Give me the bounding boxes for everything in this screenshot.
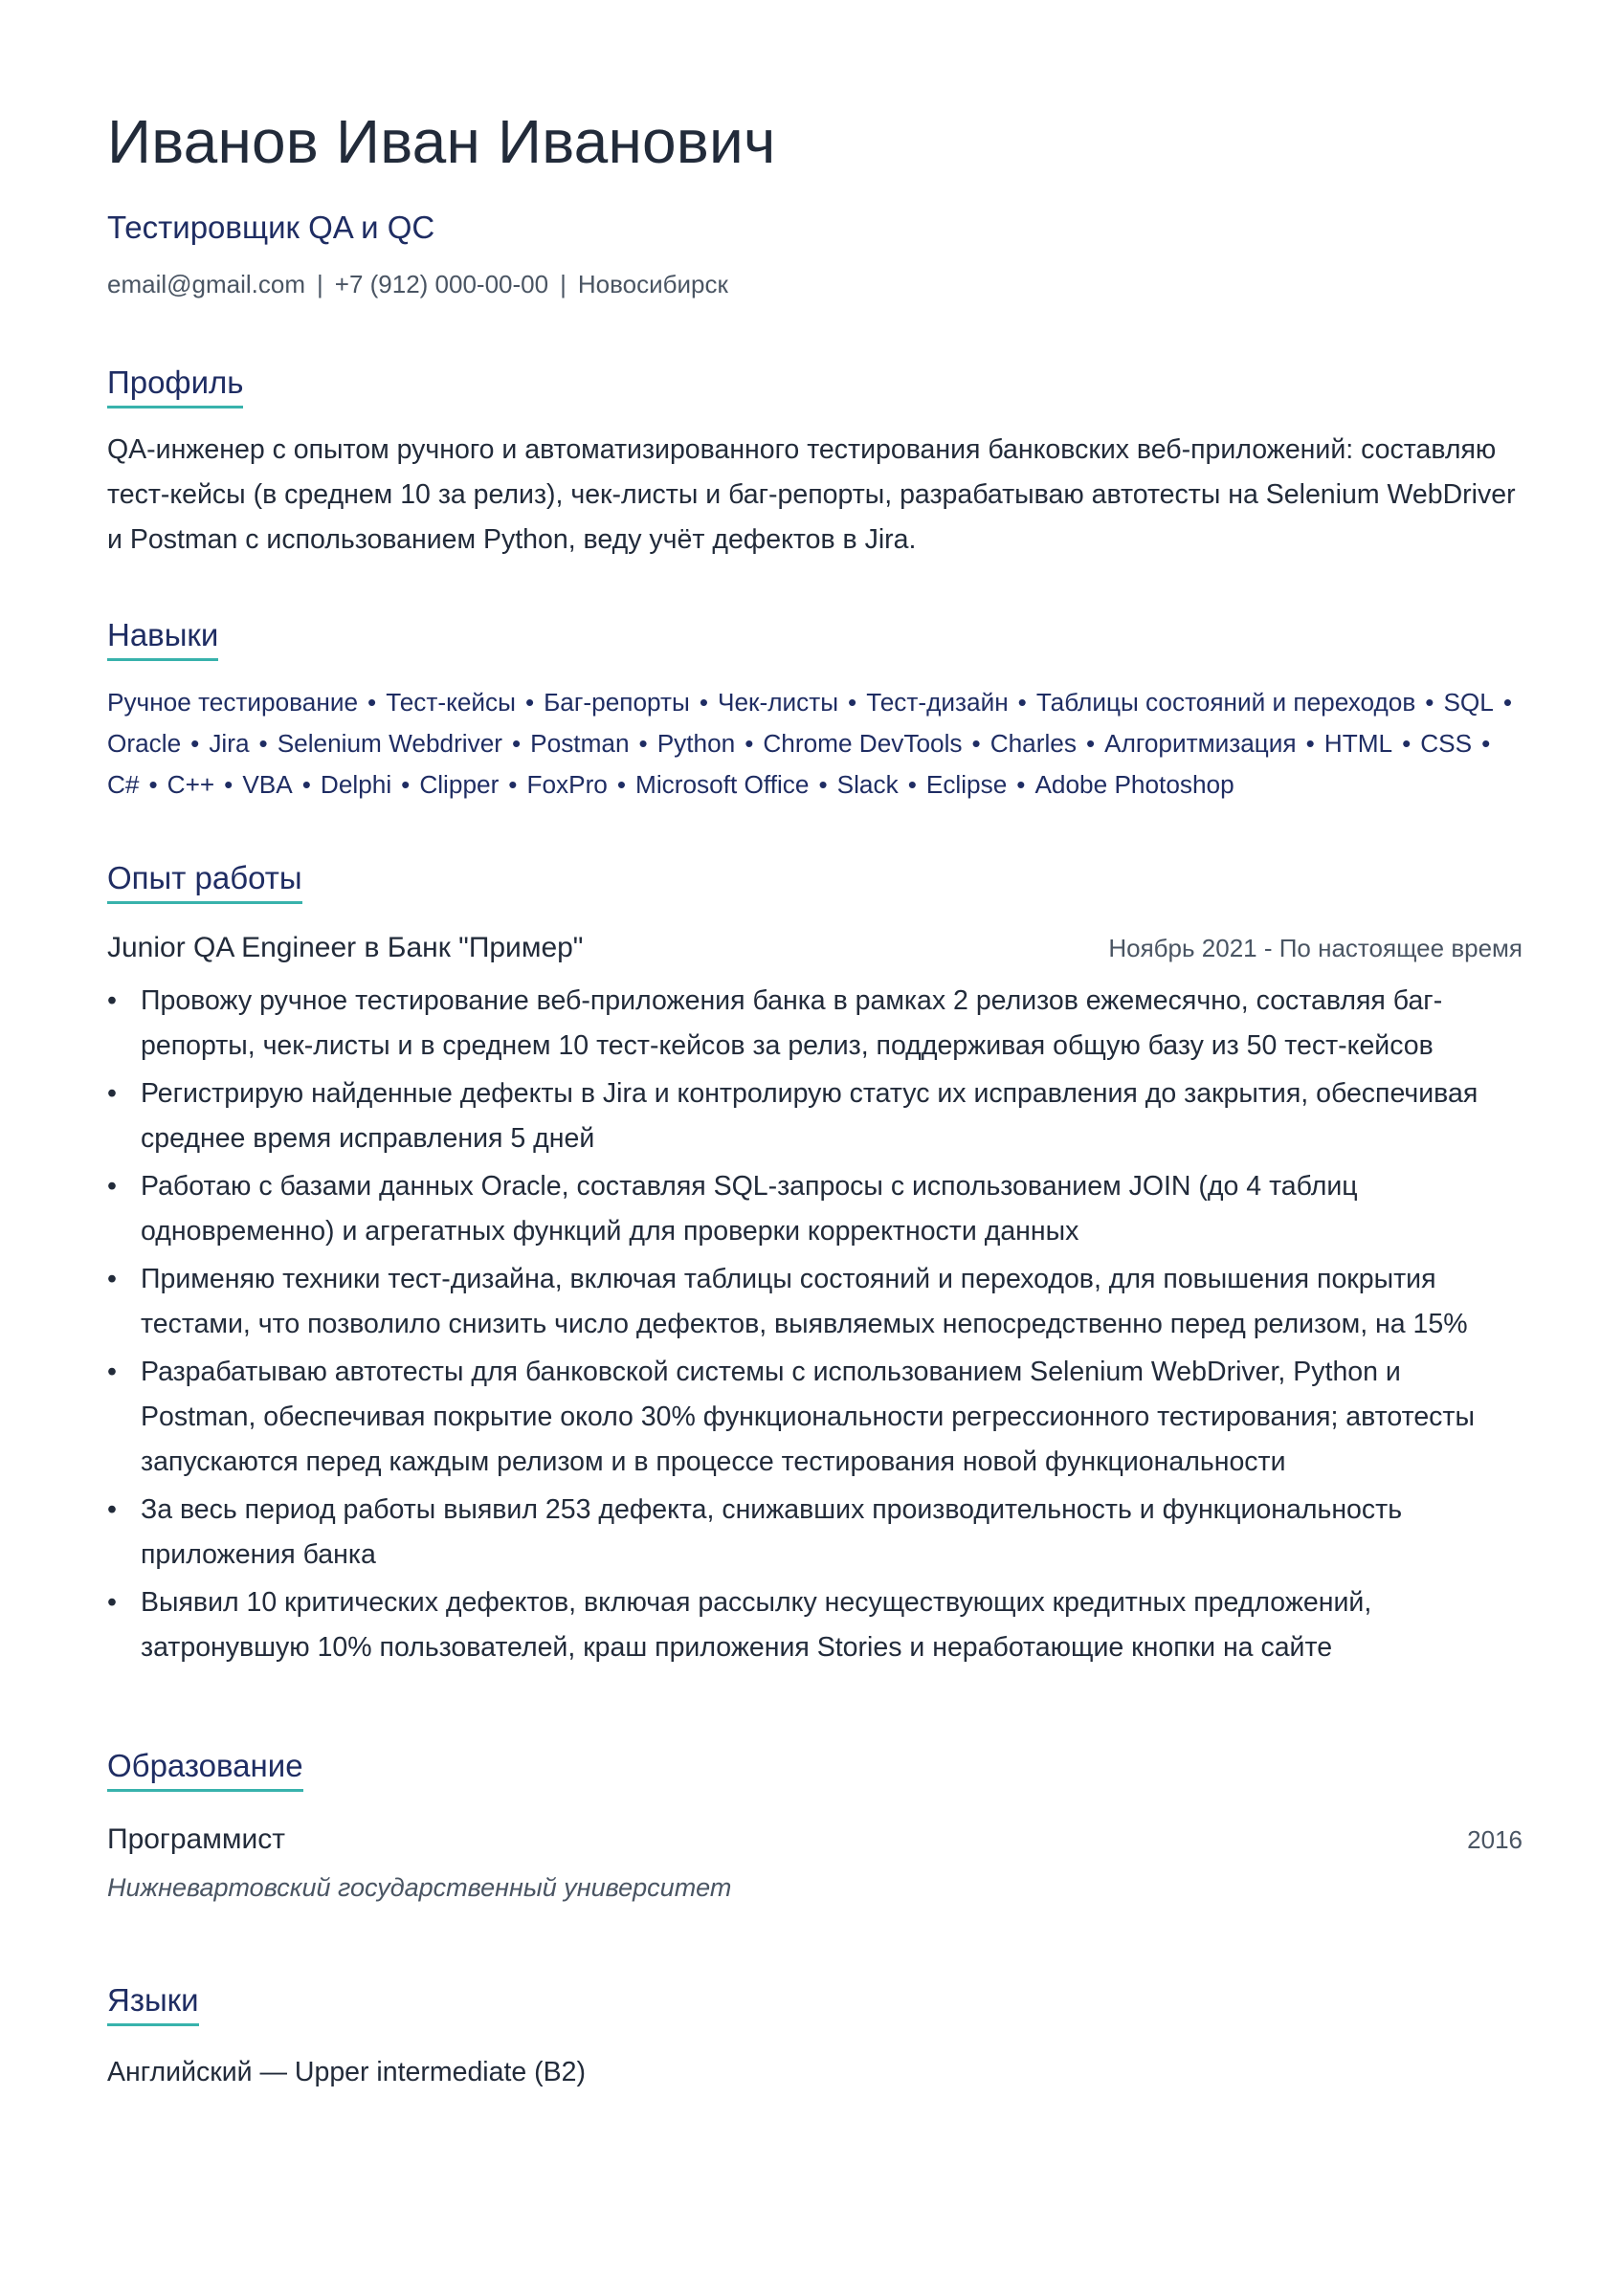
education-section (107, 1747, 1523, 1905)
section-heading-experience: Опыт работы (107, 859, 302, 904)
skill-separator: • (616, 770, 627, 799)
bullet-mark: • (107, 1078, 117, 1109)
list-item (107, 979, 1523, 1069)
skill-item: Chrome DevTools (763, 729, 963, 758)
skill-item: Slack (836, 770, 899, 799)
skill-item: Charles (989, 729, 1077, 758)
skill-item: HTML (1323, 729, 1393, 758)
education-degree: Программист (107, 1823, 285, 1855)
contact-separator: | (317, 270, 323, 298)
education-year: 2016 (1467, 1825, 1523, 1854)
list-item (107, 1580, 1523, 1670)
skill-item: VBA (242, 770, 293, 799)
skill-item: Jira (209, 729, 250, 758)
job-header (107, 929, 1523, 967)
skill-item: SQL (1443, 688, 1494, 717)
skill-separator: • (745, 729, 754, 758)
skill-separator: • (524, 688, 535, 717)
skill-item: Алгоритмизация (1104, 729, 1297, 758)
achievement-text: Выявил 10 критических дефектов, включая рассылку несуществующих кредитных предложений, затронувшую 10% пользователей, краш приложения Stories и неработающие кнопки на сайте (141, 1587, 1372, 1663)
languages-section (107, 1981, 1523, 2091)
email-link[interactable]: email@gmail.com (107, 270, 305, 298)
job-entry (107, 929, 1523, 1670)
list-item (107, 1257, 1523, 1347)
skill-separator: • (1402, 729, 1412, 758)
skill-separator: • (258, 729, 268, 758)
list-item (107, 1488, 1523, 1578)
skill-item: Postman (530, 729, 630, 758)
job-achievements-list (107, 979, 1523, 1670)
skill-separator: • (508, 770, 518, 799)
bullet-mark: • (107, 1264, 117, 1294)
skill-item: Тест-кейсы (386, 688, 516, 717)
job-dates: Ноябрь 2021 - По настоящее время (1108, 934, 1523, 962)
skill-item: Clipper (419, 770, 500, 799)
achievement-text: Работаю с базами данных Oracle, составляя SQL-запросы с использованием JOIN (до 4 таблиц одновременно) и агрегатных функций для проверки корректности данных (141, 1171, 1358, 1247)
skill-item: C++ (167, 770, 215, 799)
achievement-text: Регистрирую найденные дефекты в Jira и контролирую статус их исправления до закрытия, обеспечивая среднее время исправления 5 дней (141, 1078, 1478, 1154)
bullet-mark: • (107, 985, 117, 1016)
contact-line (107, 268, 1523, 300)
skill-item: Selenium Webdriver (277, 729, 502, 758)
job-position: Junior QA Engineer в Банк "Пример" (107, 932, 584, 963)
section-heading-languages: Языки (107, 1981, 199, 2026)
skill-item: C# (107, 770, 140, 799)
skill-item: CSS (1420, 729, 1473, 758)
skills-list (107, 682, 1523, 806)
contact-separator: | (560, 270, 567, 298)
achievement-text: Провожу ручное тестирование веб-приложения банка в рамках 2 релизов ежемесячно, составляя баг-репорты, чек-листы и в среднем 10 тест-кейсов за релиз, поддерживая общую базу из 50 тест-кейсов (141, 985, 1443, 1061)
skill-separator: • (190, 729, 200, 758)
skill-separator: • (699, 688, 708, 717)
language-item: Английский — Upper intermediate (B2) (107, 2057, 587, 2087)
skill-item: Eclipse (925, 770, 1008, 799)
phone-number[interactable]: +7 (912) 000-00-00 (334, 270, 549, 298)
skill-item: Тест-дизайн (866, 688, 1009, 717)
skill-separator: • (848, 688, 857, 717)
skill-separator: • (367, 688, 377, 717)
skills-section (107, 616, 1523, 806)
skill-item: Таблицы состояний и переходов (1035, 688, 1416, 717)
achievement-text: За весь период работы выявил 253 дефекта, снижавших производительность и функциональность приложения банка (141, 1494, 1403, 1570)
section-heading-education: Образование (107, 1747, 303, 1792)
skill-separator: • (1017, 688, 1027, 717)
skill-separator: • (1305, 729, 1315, 758)
skill-separator: • (148, 770, 158, 799)
skill-item: Ручное тестирование (107, 688, 359, 717)
bullet-mark: • (107, 1357, 117, 1387)
profile-summary: QA-инженер с опытом ручного и автоматизированного тестирования банковских веб-приложений: составляю тест-кейсы (в среднем 10 за релиз), чек-листы и баг-репорты, разрабатываю автотесты на Selenium WebDriver и Postman с использованием Python, веду учёт дефектов в Jira. (107, 434, 1516, 555)
full-name: Иванов Иван Иванович (107, 107, 776, 176)
skill-separator: • (1425, 688, 1434, 717)
skill-separator: • (818, 770, 828, 799)
skill-separator: • (1085, 729, 1096, 758)
list-item (107, 1071, 1523, 1161)
skill-separator: • (1016, 770, 1026, 799)
resume-header (107, 105, 1523, 300)
achievement-text: Применяю техники тест-дизайна, включая таблицы состояний и переходов, для повышения покрытия тестами, что позволило снизить число дефектов, выявляемых непосредственно перед релизом, на 15% (141, 1264, 1468, 1339)
job-title: Тестировщик QA и QC (107, 210, 435, 245)
skill-separator: • (971, 729, 981, 758)
education-school: Нижневартовский государственный университет (107, 1873, 732, 1902)
skill-item: FoxPro (526, 770, 608, 799)
bullet-mark: • (107, 1587, 117, 1618)
skill-separator: • (224, 770, 233, 799)
education-header (107, 1821, 1523, 1859)
achievement-text: Разрабатываю автотесты для банковской системы с использованием Selenium WebDriver, Python и Postman, обеспечивая покрытие около 30% функциональности регрессионного тестирования; автотесты запускаются перед каждым релизом и в процессе тестирования новой функциональности (141, 1357, 1475, 1477)
profile-section (107, 364, 1523, 563)
skill-item: Delphi (320, 770, 392, 799)
list-item (107, 1164, 1523, 1254)
skill-separator: • (401, 770, 411, 799)
section-heading-skills: Навыки (107, 616, 218, 661)
skill-item: Adobe Photoshop (1034, 770, 1234, 799)
skill-item: Oracle (107, 729, 182, 758)
experience-section (107, 859, 1523, 1670)
skill-item: Python (656, 729, 736, 758)
skill-separator: • (638, 729, 648, 758)
skill-separator: • (512, 729, 522, 758)
skill-separator: • (907, 770, 917, 799)
skill-item: Microsoft Office (635, 770, 810, 799)
skill-separator: • (1502, 688, 1513, 717)
city: Новосибирск (577, 270, 728, 298)
skill-separator: • (1481, 729, 1491, 758)
section-heading-profile: Профиль (107, 364, 243, 408)
bullet-mark: • (107, 1494, 117, 1525)
skill-item: Чек-листы (718, 688, 839, 717)
skill-separator: • (301, 770, 311, 799)
skill-item: Баг-репорты (544, 688, 690, 717)
bullet-mark: • (107, 1171, 117, 1202)
list-item (107, 1350, 1523, 1485)
